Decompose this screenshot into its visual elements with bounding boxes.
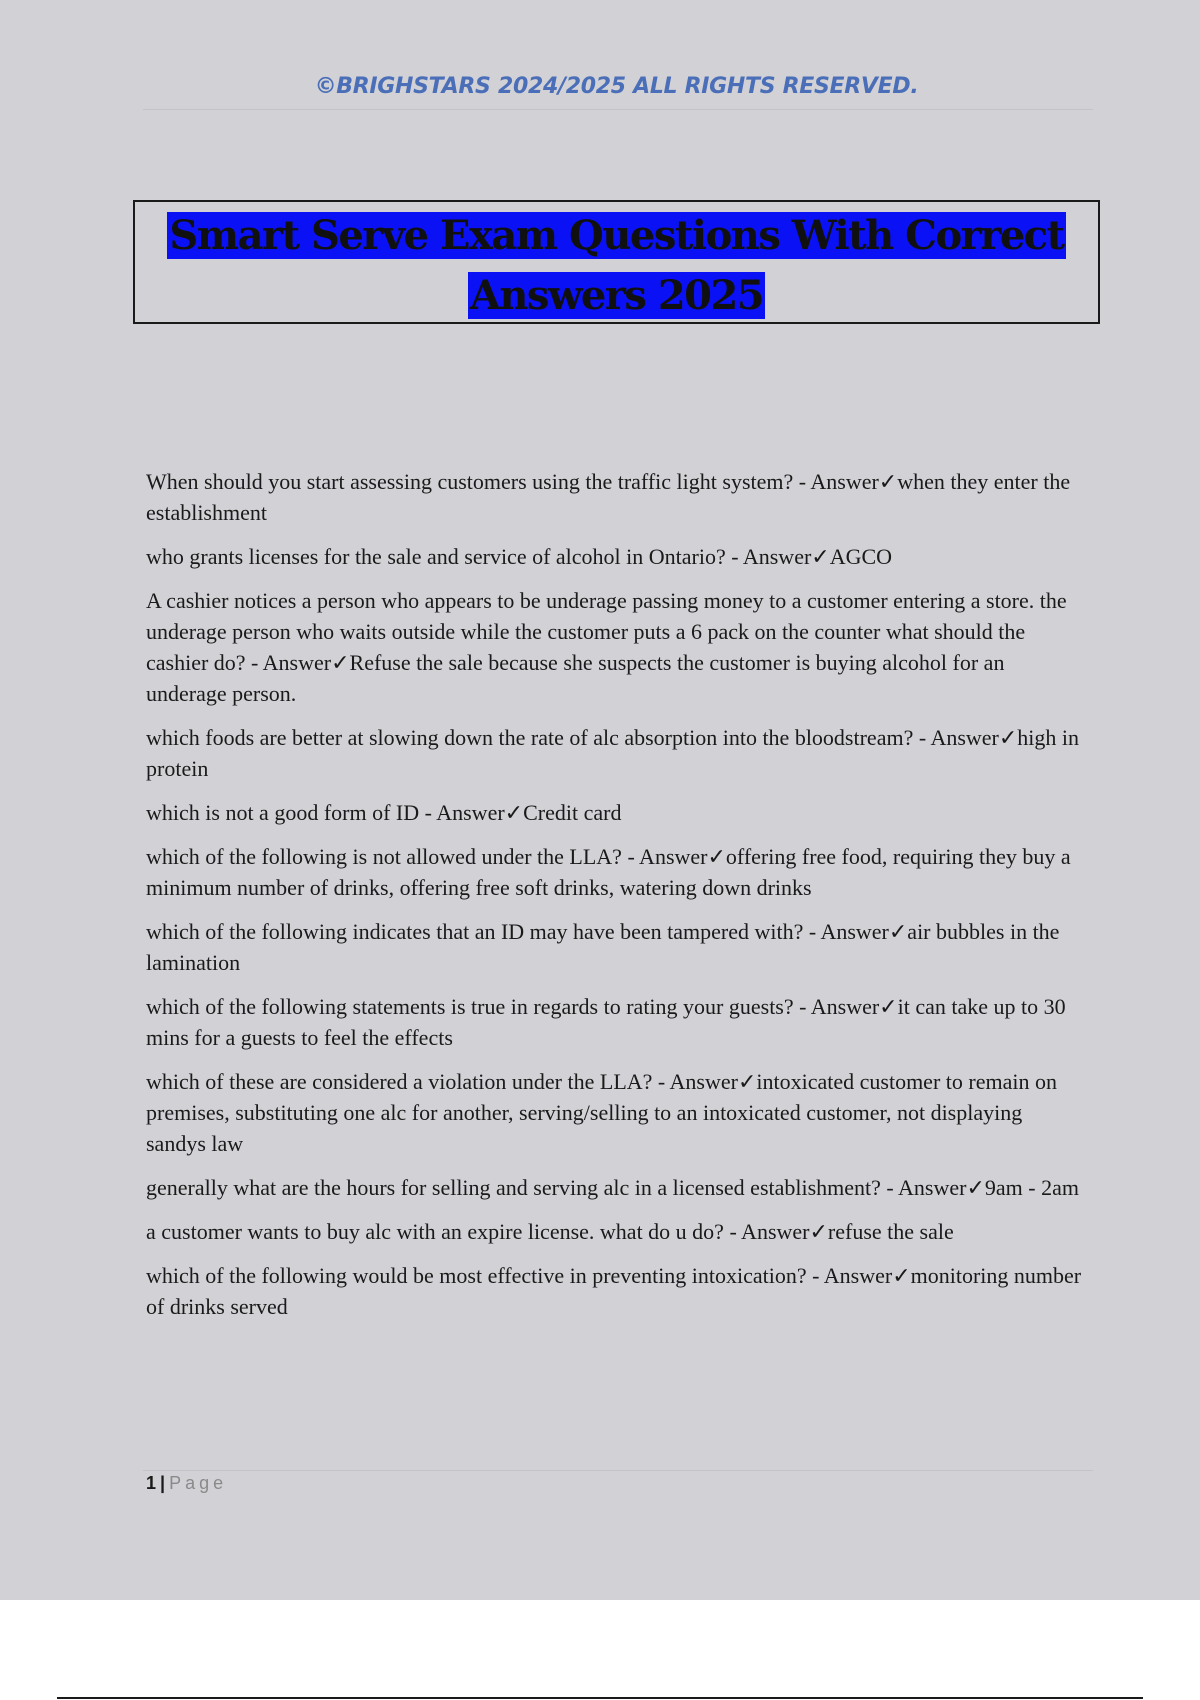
qa-item: which of the following statements is true in regards to rating your guests? - Answer✓it can take up to 30 mins for a guests to feel the effects (146, 994, 1066, 1050)
qa-item: A cashier notices a person who appears to be underage passing money to a customer entering a store. the underage person who waits outside while the customer puts a 6 pack on the counter what should the cashier do? - Answer✓Refuse the sale because she suspects the customer is buying alcohol for an underage person. (146, 588, 1067, 706)
document-title (135, 206, 1098, 326)
title-line-1: Smart Serve Exam Questions With Correct (169, 212, 1064, 259)
qa-item: which of the following is not allowed under the LLA? - Answer✓offering free food, requiring they buy a minimum number of drinks, offering free soft drinks, watering down drinks (146, 844, 1071, 900)
qa-item: a customer wants to buy alc with an expire license. what do u do? - Answer✓refuse the sale (146, 1219, 954, 1244)
footer-separator: | (160, 1473, 166, 1493)
page-label: Page (169, 1473, 228, 1493)
qa-item: which is not a good form of ID - Answer✓Credit card (146, 800, 622, 825)
header-divider (143, 109, 1093, 110)
title-box (133, 200, 1100, 324)
footer-divider (143, 1470, 1093, 1471)
qa-item: When should you start assessing customers using the traffic light system? - Answer✓when they enter the establishment (146, 469, 1071, 525)
title-line-2: Answers 2025 (469, 272, 764, 319)
qa-list (146, 466, 1086, 1335)
qa-item: which foods are better at slowing down the rate of alc absorption into the bloodstream? - Answer✓high in protein (146, 725, 1080, 781)
copyright-header: ©BRIGHSTARS 2024/2025 ALL RIGHTS RESERVED. (314, 74, 919, 99)
qa-item: which of the following would be most effective in preventing intoxication? - Answer✓monitoring number of drinks served (146, 1263, 1082, 1319)
qa-item: who grants licenses for the sale and service of alcohol in Ontario? - Answer✓AGCO (146, 544, 893, 569)
page-number: 1 (146, 1473, 157, 1493)
page-footer (146, 1473, 227, 1494)
qa-item: which of these are considered a violation under the LLA? - Answer✓intoxicated customer to remain on premises, substituting one alc for another, serving/selling to an intoxicated customer, not displaying sandys law (146, 1069, 1057, 1156)
qa-item: generally what are the hours for selling and serving alc in a licensed establishment? - Answer✓9am - 2am (146, 1175, 1079, 1200)
qa-item: which of the following indicates that an ID may have been tampered with? - Answer✓air bubbles in the lamination (146, 919, 1060, 975)
next-page-edge (57, 1697, 1143, 1699)
